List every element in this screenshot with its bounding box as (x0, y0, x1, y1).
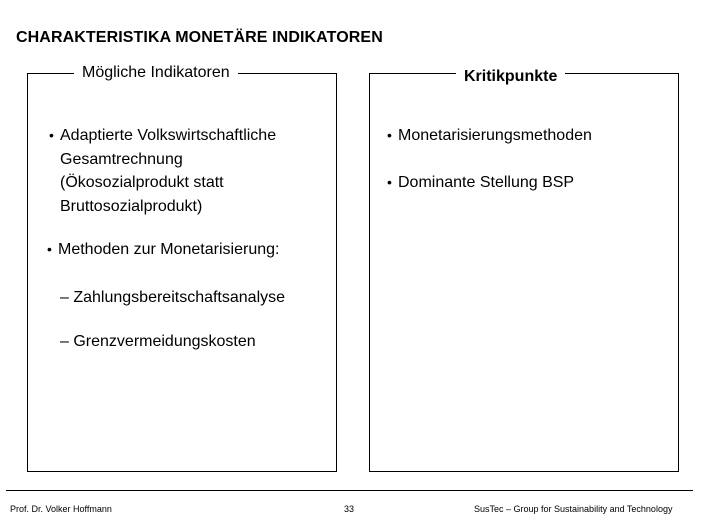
bullet-icon: • (387, 174, 392, 190)
bullet-line: Bruttosozialprodukt) (60, 197, 203, 215)
indicators-box (27, 64, 337, 472)
indicators-box-header: Mögliche Indikatoren (74, 63, 238, 83)
bullet-methoden (47, 238, 280, 262)
bullet-line: Monetarisierungsmethoden (398, 127, 592, 144)
bullet-monetarisierung (387, 124, 592, 148)
footer-author: Prof. Dr. Volker Hoffmann (10, 504, 112, 514)
sub-item-grenzvermeidung: – Grenzvermeidungskosten (60, 333, 256, 350)
bullet-icon: • (47, 241, 52, 257)
bullet-line: (Ökosozialprodukt statt (60, 174, 224, 191)
slide-title: CHARAKTERISTIKA MONETÄRE INDIKATOREN (16, 29, 383, 46)
sub-item-zahlungsbereitschaft: – Zahlungsbereitschaftsanalyse (60, 289, 286, 306)
bullet-line: Gesamtrechnung (60, 150, 183, 168)
bullet-line: Methoden zur Monetarisierung: (58, 241, 280, 258)
bullet-icon: • (387, 127, 392, 143)
footer-page-number: 33 (344, 504, 355, 514)
footer-organization: SusTec – Group for Sustainability and Technology (474, 504, 673, 514)
bullet-icon: • (49, 127, 54, 143)
bullet-line: Adaptierte Volkswirtschaftliche (60, 127, 277, 144)
criticism-box-header: Kritikpunkte (456, 67, 565, 87)
footer-divider (6, 490, 693, 491)
criticism-box (369, 68, 679, 472)
bullet-adaptierte-vgr (49, 124, 277, 218)
bullet-dominante-stellung (387, 171, 575, 195)
bullet-line: Dominante Stellung BSP (398, 174, 575, 191)
